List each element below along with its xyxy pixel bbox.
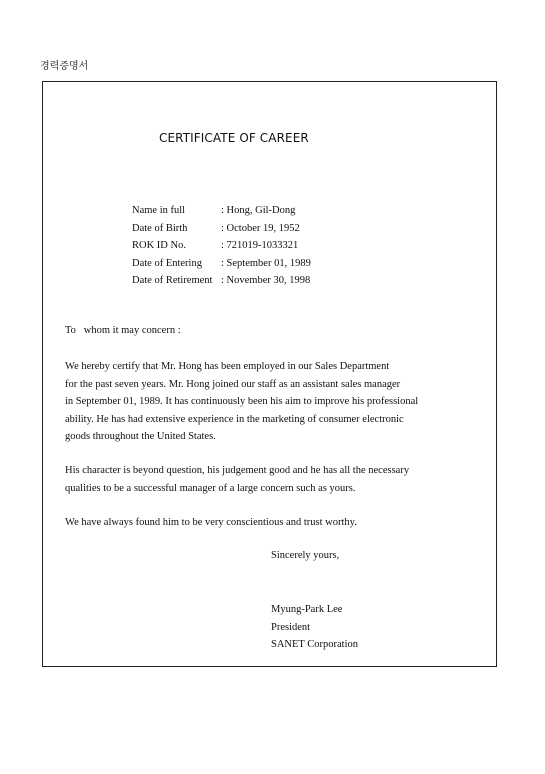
info-row-name bbox=[132, 202, 311, 220]
paragraph-line: in September 01, 1989. It has continuously been his aim to improve his professional bbox=[65, 396, 419, 407]
info-value: : November 30, 1998 bbox=[221, 275, 311, 286]
greeting: To whom it may concern : bbox=[65, 325, 181, 336]
paragraph-line: We have always found him to be very conscientious and trust worthy. bbox=[65, 517, 357, 528]
info-value: : September 01, 1989 bbox=[221, 257, 311, 269]
paragraph-employment bbox=[65, 358, 418, 446]
info-label: Date of Birth bbox=[132, 222, 188, 234]
paragraph-line: qualities to be a successful manager of a large concern such as yours. bbox=[65, 482, 356, 494]
info-row-entering bbox=[132, 255, 311, 273]
personal-info bbox=[132, 202, 311, 290]
signer-company: SANET Corporation bbox=[271, 639, 359, 650]
info-label: Name in full bbox=[132, 205, 186, 216]
info-label: Date of Retirement bbox=[132, 275, 213, 286]
info-label: Date of Entering bbox=[132, 257, 202, 269]
paragraph-line: ability. He has had extensive experience in the marketing of consumer electronic bbox=[65, 413, 404, 425]
info-row-birth bbox=[132, 220, 311, 238]
paragraph-line: for the past seven years. Mr. Hong joined our staff as an assistant sales manager bbox=[65, 378, 401, 390]
paragraph-conclusion bbox=[65, 514, 357, 532]
paragraph-line: We hereby certify that Mr. Hong has been employed in our Sales Department bbox=[65, 361, 390, 372]
info-value: : October 19, 1952 bbox=[221, 222, 300, 234]
signer-name: Myung-Park Lee bbox=[271, 604, 343, 615]
info-row-id bbox=[132, 237, 311, 255]
signer-position: President bbox=[271, 621, 311, 633]
certificate-title: CERTIFICATE OF CAREER bbox=[159, 131, 309, 145]
signature-block bbox=[271, 601, 358, 654]
document-label: 경력증명서 bbox=[40, 61, 89, 72]
closing-salutation: Sincerely yours, bbox=[271, 550, 340, 561]
info-value: : Hong, Gil-Dong bbox=[221, 205, 296, 216]
info-value: : 721019-1033321 bbox=[221, 240, 299, 251]
paragraph-line: goods throughout the United States. bbox=[65, 431, 216, 442]
info-label: ROK ID No. bbox=[132, 240, 186, 251]
paragraph-line: His character is beyond question, his judgement good and he has all the necessary bbox=[65, 465, 410, 476]
info-row-retirement bbox=[132, 272, 311, 290]
paragraph-character bbox=[65, 462, 409, 497]
